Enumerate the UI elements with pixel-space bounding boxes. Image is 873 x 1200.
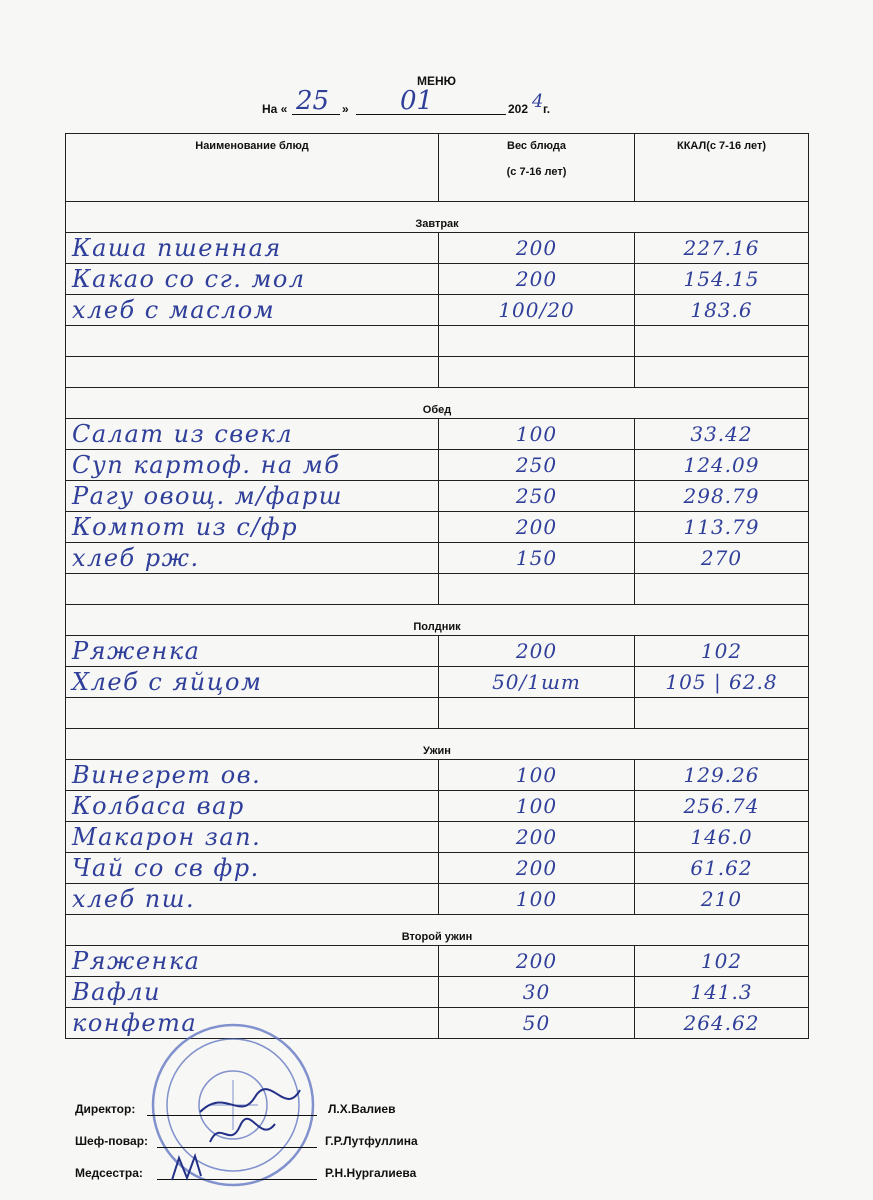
year-suffix: г. — [543, 102, 551, 116]
dish-weight: 100 — [439, 884, 635, 915]
date-month: 01 — [400, 86, 434, 116]
dish-kcal: 129.26 — [635, 760, 809, 791]
table-row — [66, 946, 809, 977]
section-title: Второй ужин — [66, 915, 809, 946]
dish-weight: 200 — [439, 512, 635, 543]
dish-kcal: 256.74 — [635, 791, 809, 822]
date-close: » — [342, 102, 349, 116]
director-name: Л.Х.Валиев — [328, 1102, 396, 1116]
section-row-breakfast — [66, 202, 809, 233]
dish-kcal: 146.0 — [635, 822, 809, 853]
empty-cell — [66, 574, 439, 605]
dish-weight: 50 — [439, 1008, 635, 1039]
menu-table — [65, 133, 809, 1039]
date-day: 25 — [296, 86, 330, 116]
empty-cell — [635, 326, 809, 357]
dish-kcal: 183.6 — [635, 295, 809, 326]
dish-kcal: 298.79 — [635, 481, 809, 512]
table-row — [66, 791, 809, 822]
year-digit: 4 — [532, 91, 544, 112]
menu-body — [66, 202, 809, 1039]
empty-cell — [439, 326, 635, 357]
table-header-row — [66, 134, 809, 202]
dish-name: конфета — [66, 1008, 439, 1039]
year-prefix: 202 — [508, 102, 529, 116]
dish-name: Чай со св фр. — [66, 853, 439, 884]
column-header-name: Наименование блюд — [66, 134, 439, 202]
empty-cell — [439, 698, 635, 729]
table-row — [66, 667, 809, 698]
nurse-signature-row — [75, 1154, 495, 1186]
dish-kcal: 227.16 — [635, 233, 809, 264]
dish-name: Ряженка — [66, 636, 439, 667]
dish-weight: 200 — [439, 853, 635, 884]
dish-weight: 200 — [439, 822, 635, 853]
section-title: Обед — [66, 388, 809, 419]
empty-row — [66, 698, 809, 729]
dish-weight: 100 — [439, 760, 635, 791]
nurse-name: Р.Н.Нургалиева — [325, 1166, 417, 1180]
weight-label: Вес блюда — [507, 140, 566, 152]
chef-name: Г.Р.Лутфуллина — [325, 1134, 418, 1148]
dish-kcal: 33.42 — [635, 419, 809, 450]
dish-name: Суп картоф. на мб — [66, 450, 439, 481]
dish-kcal: 113.79 — [635, 512, 809, 543]
empty-cell — [635, 698, 809, 729]
table-row — [66, 884, 809, 915]
dish-kcal: 61.62 — [635, 853, 809, 884]
chef-role: Шеф-повар: — [75, 1134, 149, 1148]
empty-cell — [635, 574, 809, 605]
column-header-weight — [439, 134, 635, 202]
empty-row — [66, 574, 809, 605]
empty-cell — [439, 357, 635, 388]
empty-cell — [66, 357, 439, 388]
dish-kcal: 102 — [635, 636, 809, 667]
director-role: Директор: — [75, 1102, 136, 1116]
weight-age-label: (с 7-16 лет) — [506, 166, 567, 178]
dish-kcal: 264.62 — [635, 1008, 809, 1039]
dish-kcal: 102 — [635, 946, 809, 977]
empty-cell — [66, 698, 439, 729]
table-row — [66, 760, 809, 791]
empty-cell — [439, 574, 635, 605]
dish-kcal: 124.09 — [635, 450, 809, 481]
empty-row — [66, 326, 809, 357]
section-title: Завтрак — [66, 202, 809, 233]
table-row — [66, 636, 809, 667]
dish-name: Вафли — [66, 977, 439, 1008]
director-signature-row — [75, 1090, 495, 1122]
empty-cell — [66, 326, 439, 357]
dish-name: Ряженка — [66, 946, 439, 977]
dish-name: хлеб с маслом — [66, 295, 439, 326]
dish-weight: 200 — [439, 946, 635, 977]
dish-weight: 200 — [439, 233, 635, 264]
menu-title: МЕНЮ — [416, 74, 457, 88]
dish-name: Хлеб с яйцом — [66, 667, 439, 698]
dish-name: Какао со сг. мол — [66, 264, 439, 295]
table-row — [66, 481, 809, 512]
date-line — [262, 86, 592, 118]
table-row — [66, 543, 809, 574]
dish-name: Салат из свекл — [66, 419, 439, 450]
table-row — [66, 264, 809, 295]
empty-row — [66, 357, 809, 388]
dish-weight: 150 — [439, 543, 635, 574]
dish-name: Колбаса вар — [66, 791, 439, 822]
dish-kcal: 270 — [635, 543, 809, 574]
section-row-snack — [66, 605, 809, 636]
dish-kcal: 105 | 62.8 — [635, 667, 809, 698]
dish-name: Рагу овощ. м/фарш — [66, 481, 439, 512]
table-row — [66, 853, 809, 884]
empty-cell — [635, 357, 809, 388]
section-row-dinner — [66, 729, 809, 760]
dish-weight: 100 — [439, 419, 635, 450]
dish-kcal: 210 — [635, 884, 809, 915]
section-title: Полдник — [66, 605, 809, 636]
dish-weight: 250 — [439, 481, 635, 512]
chef-signature-row — [75, 1122, 495, 1154]
nurse-role: Медсестра: — [75, 1166, 143, 1180]
table-row — [66, 822, 809, 853]
section-row-lunch — [66, 388, 809, 419]
dish-weight: 200 — [439, 264, 635, 295]
nurse-signature-scribble — [167, 1150, 207, 1186]
table-row — [66, 233, 809, 264]
table-row — [66, 419, 809, 450]
dish-weight: 100/20 — [439, 295, 635, 326]
dish-name: Макарон зап. — [66, 822, 439, 853]
dish-kcal: 141.3 — [635, 977, 809, 1008]
section-row-second_dinner — [66, 915, 809, 946]
dish-weight: 100 — [439, 791, 635, 822]
dish-weight: 250 — [439, 450, 635, 481]
date-prefix: На « — [262, 102, 288, 116]
dish-weight: 200 — [439, 636, 635, 667]
dish-kcal: 154.15 — [635, 264, 809, 295]
dish-name: хлеб пш. — [66, 884, 439, 915]
table-row — [66, 295, 809, 326]
dish-name: Компот из с/фр — [66, 512, 439, 543]
dish-name: Каша пшенная — [66, 233, 439, 264]
section-title: Ужин — [66, 729, 809, 760]
signatures-block — [75, 1090, 495, 1186]
column-header-kcal: ККАЛ(с 7-16 лет) — [635, 134, 809, 202]
dish-name: хлеб рж. — [66, 543, 439, 574]
chef-signature-scribble — [205, 1114, 285, 1154]
table-row — [66, 977, 809, 1008]
dish-weight: 30 — [439, 977, 635, 1008]
table-row — [66, 512, 809, 543]
dish-weight: 50/1шт — [439, 667, 635, 698]
dish-name: Винегрет ов. — [66, 760, 439, 791]
table-row — [66, 450, 809, 481]
